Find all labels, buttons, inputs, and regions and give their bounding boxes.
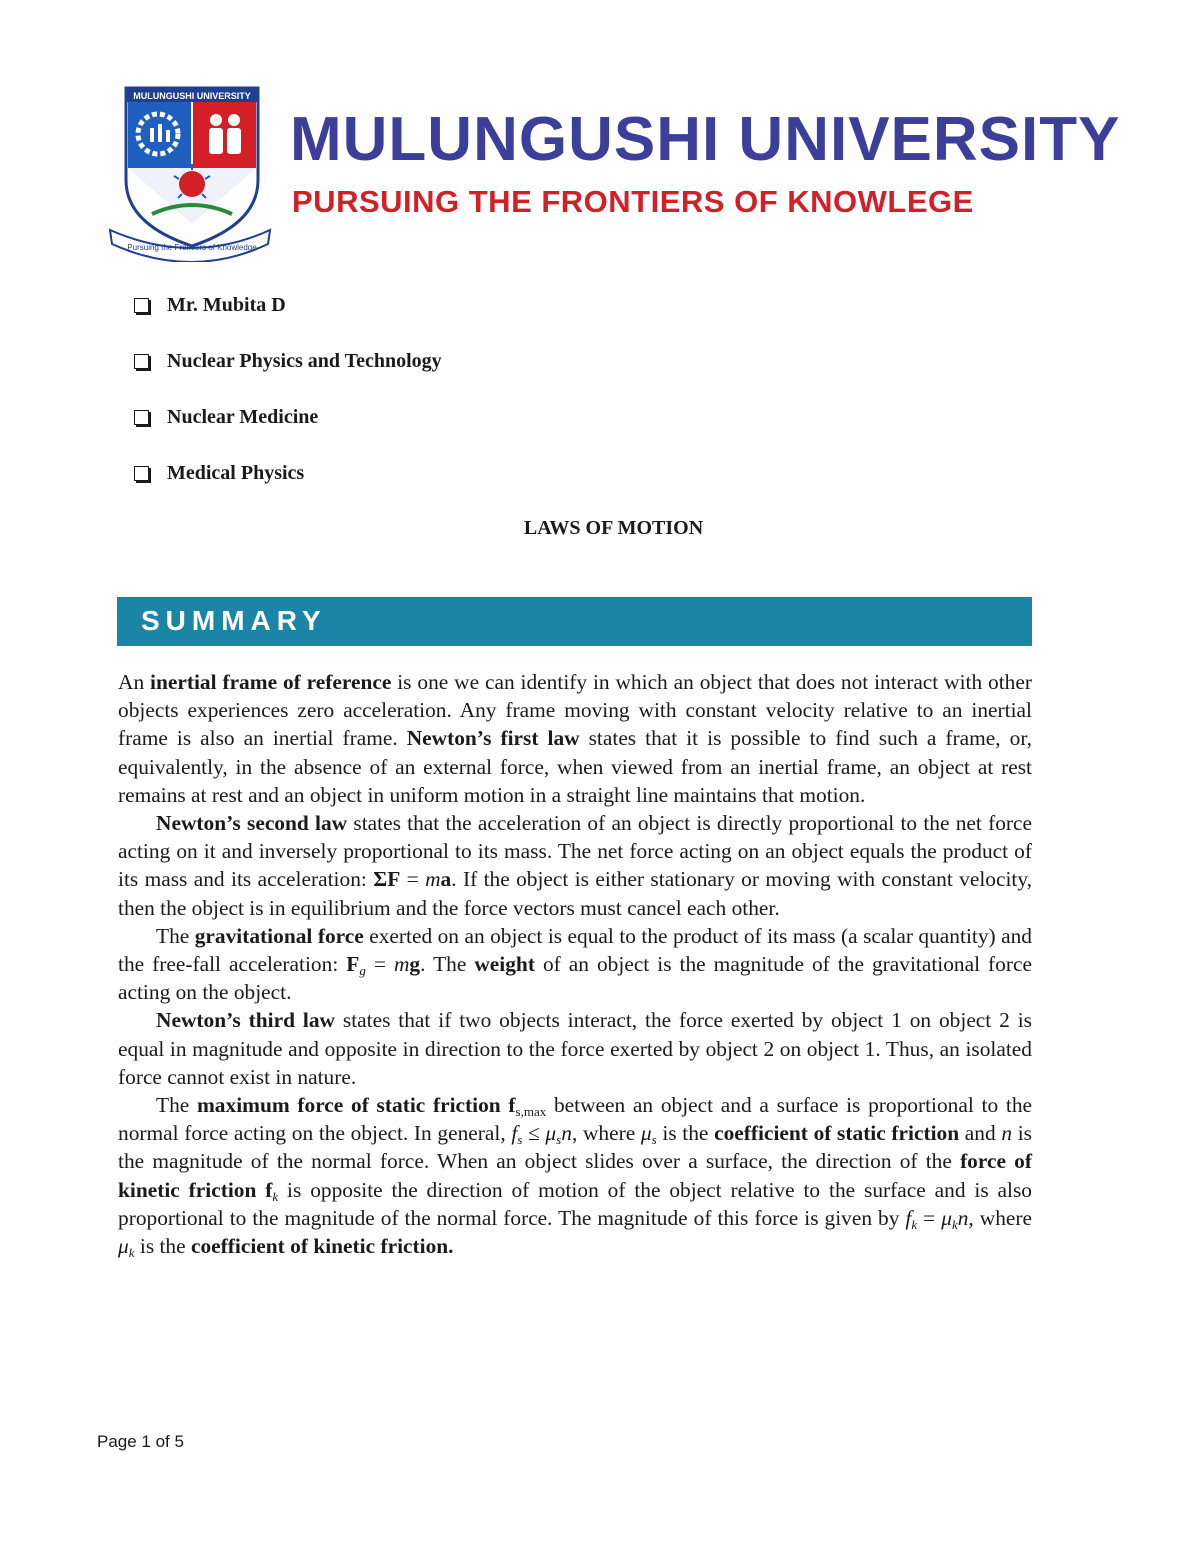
course-name: Nuclear Medicine bbox=[167, 406, 319, 428]
summary-paragraph: Newton’s second law states that the acceleration of an object is directly proportional to the net force acting on it and inversely proportional to its mass. The net force acting on an object equals the product of its mass and its acceleration: ΣF = ma. If the object is either stationary or moving with constant velocity, then the object is in equilibrium and the force vectors must cancel each other. bbox=[118, 811, 1033, 920]
checkbox-icon bbox=[134, 298, 149, 313]
summary-body bbox=[118, 668, 1032, 1260]
summary-paragraph: Newton’s third law states that if two objects interact, the force exerted by object 1 on object 2 is equal in magnitude and opposite in direction to the force exerted by object 2 on object 1. Thus, an isolated force cannot exist in nature. bbox=[118, 1008, 1032, 1089]
list-item bbox=[134, 460, 442, 516]
checkbox-icon bbox=[134, 410, 149, 425]
university-motto: PURSUING THE FRONTIERS OF KNOWLEGE bbox=[292, 184, 974, 219]
page-number: Page 1 of 5 bbox=[97, 1432, 184, 1451]
author-name: Mr. Mubita D bbox=[167, 294, 286, 316]
checkbox-icon bbox=[134, 466, 149, 481]
logo-top-text: MULUNGUSHI UNIVERSITY bbox=[133, 91, 251, 101]
summary-banner bbox=[117, 597, 1032, 646]
summary-heading: SUMMARY bbox=[141, 605, 327, 636]
summary-paragraph: An inertial frame of reference is one we can identify in which an object that does not interact with other objects experiences zero acceleration. Any frame moving with constant velocity relative to an inertial frame is also an inertial frame. Newton’s first law states that it is possible to find such a frame, or, equivalently, in the absence of an external force, when viewed from an inertial frame, an object at rest remains at rest and an object in uniform motion in a straight line maintains that motion. bbox=[118, 670, 1032, 807]
list-item bbox=[134, 404, 442, 460]
summary-paragraph: The gravitational force exerted on an object is equal to the product of its mass (a scalar quantity) and the free-fall acceleration: $F_g$ = mg. The weight of an object is the magnitude of the gravitational force acting on the object. bbox=[118, 923, 1032, 1005]
list-item bbox=[134, 292, 442, 348]
university-name: MULUNGUSHI UNIVERSITY bbox=[290, 105, 1121, 174]
summary-paragraph: The maximum force of static friction $f_{s,max}$ between an object and a surface is proportional to the normal force acting on the object. In general, $f_s \le \mu_sn$, where $\mu_s$ is the coefficient of static friction and n is the magnitude of the normal force. When an object slides over a surface, the direction of the force of kinetic friction $f_k$ is opposite the direction of motion of the object relative to the surface and is also proportional to the magnitude of the normal force. The magnitude of this force is given by $f_k = \mu_kn$, where $\mu_k$ is the coefficient of kinetic friction. bbox=[118, 1093, 1033, 1261]
checkbox-icon bbox=[134, 354, 149, 369]
university-logo bbox=[108, 84, 272, 262]
course-name: Nuclear Physics and Technology bbox=[167, 350, 442, 372]
document-title: LAWS OF MOTION bbox=[523, 517, 704, 539]
author-course-list bbox=[134, 292, 442, 516]
logo-ribbon-text: Pursuing the Frontiers of Knowledge bbox=[127, 243, 257, 252]
list-item bbox=[134, 348, 442, 404]
course-name: Medical Physics bbox=[167, 462, 305, 484]
